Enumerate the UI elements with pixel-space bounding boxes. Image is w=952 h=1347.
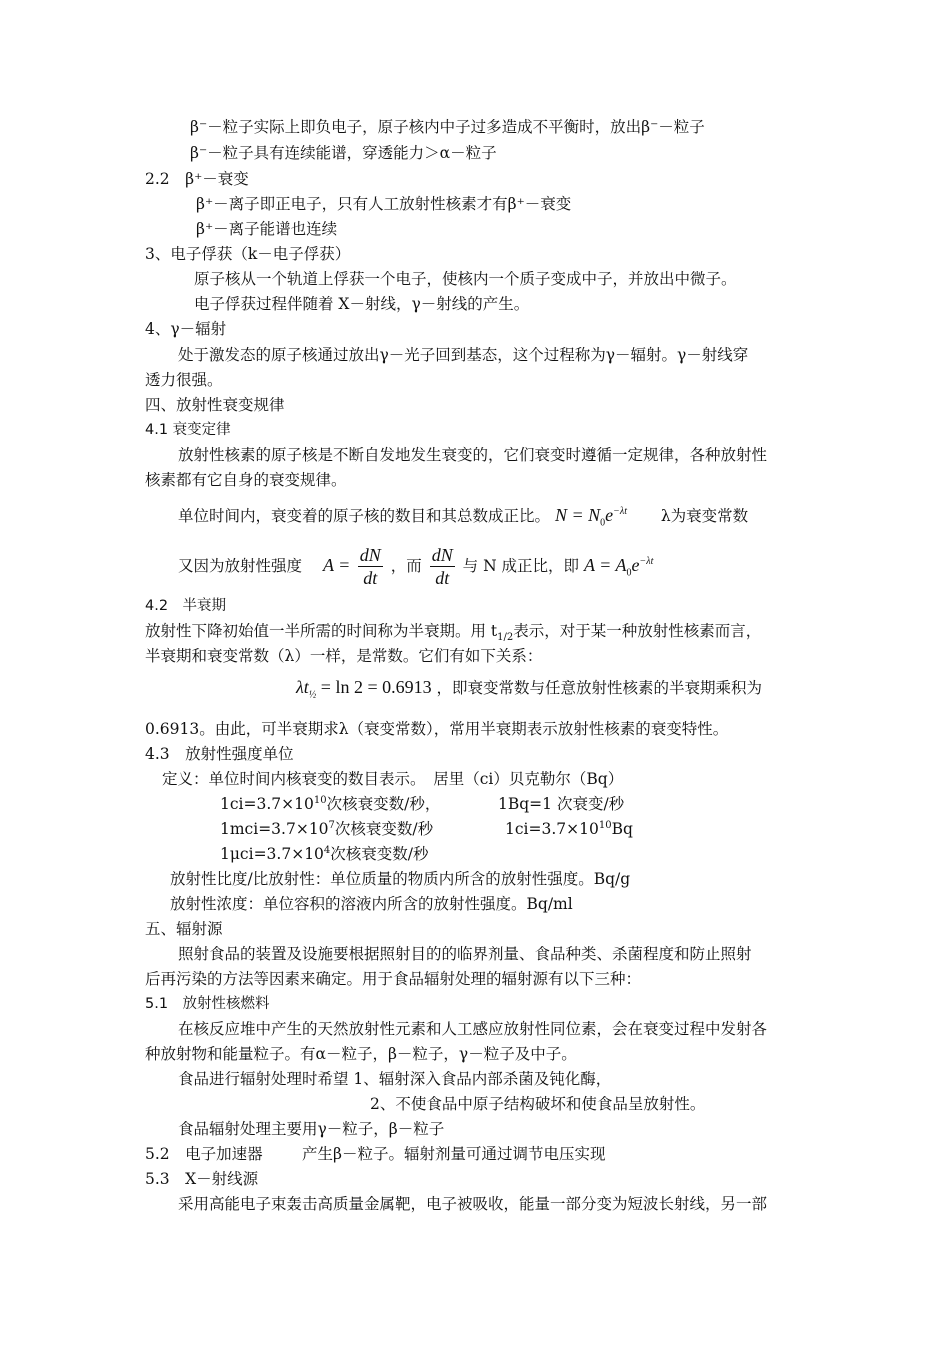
para-half-life-relation bbox=[296, 676, 762, 699]
para-half-life-1 bbox=[145, 620, 761, 642]
para-activity-concentration: 放射性浓度：单位容积的溶液内所含的放射性强度。Bq/ml bbox=[170, 895, 573, 913]
heading-2-2: 2.2 β⁺－衰变 bbox=[145, 170, 249, 188]
dn-dt-fraction: $\frac{dN}{dt}$ bbox=[431, 545, 453, 589]
half-life-subscript: 1/2 bbox=[497, 632, 514, 644]
half-life-text-1: 放射性下降初始值一半所需的时间称为半衰期。用 t bbox=[145, 622, 498, 640]
unit-ci-bq: $1ci=3.7\times 10^{10}Bq$ bbox=[505, 819, 633, 838]
para-food-irradiation-1: 食品进行辐射处理时希望 1、辐射深入食品内部杀菌及钝化酶， bbox=[178, 1070, 612, 1088]
heading-section-5: 五、辐射源 bbox=[145, 920, 223, 938]
activity-equation: A = $\frac{dN}{dt}$ bbox=[322, 545, 381, 589]
decay-equation: $N = N_0e^{-\lambda t}$ bbox=[554, 505, 627, 529]
heading-4-2: 4.2 半衰期 bbox=[145, 598, 227, 614]
unit-bq: 1Bq=1 次衰变/秒 bbox=[498, 795, 625, 813]
para-units-definition: 定义：单位时间内核衰变的数目表示。 居里（ci）贝克勒尔（Bq） bbox=[162, 770, 624, 788]
para-nuclear-fuel-2: 种放射物和能量粒子。有α－粒子，β－粒子，γ－粒子及中子。 bbox=[145, 1045, 577, 1063]
half-life-equation: $\lambda t_{\frac{1}{2}} = \ln 2 = 0.6913$ bbox=[296, 677, 432, 701]
para-half-life-2: 半衰期和衰变常数（λ）一样，是常数。它们有如下关系： bbox=[145, 647, 543, 665]
para-electron-accelerator: 产生β－粒子。辐射剂量可通过调节电压实现 bbox=[302, 1145, 606, 1163]
heading-electron-capture: 3、电子俘获（k－电子俘获） bbox=[145, 245, 351, 263]
heading-gamma: 4、γ－辐射 bbox=[145, 320, 227, 338]
heading-4-3: 4.3 放射性强度单位 bbox=[145, 745, 294, 763]
activity-decay-equation: $A = A_0e^{-\lambda t}$ bbox=[584, 555, 654, 579]
half-life-relation-text: ，即衰变常数与任意放射性核素的半衰期乘积为 bbox=[436, 679, 763, 697]
para-electron-capture-2: 电子俘获过程伴随着 X－射线，γ－射线的产生。 bbox=[194, 295, 530, 313]
unit-mci: $1mci=3.7\times 10^7$次核衰变数/秒 bbox=[220, 819, 434, 838]
para-electron-capture-1: 原子核从一个轨道上俘获一个电子，使核内一个质子变成中子，并放出中微子。 bbox=[194, 270, 737, 288]
para-gamma-2: 透力很强。 bbox=[145, 371, 223, 389]
para-food-irradiation-3: 食品辐射处理主要用γ－粒子，β－粒子 bbox=[178, 1120, 445, 1138]
para-beta-minus-2: β⁻－粒子具有连续能谱，穿透能力＞α－粒子 bbox=[190, 144, 497, 162]
decay-constant-label: λ为衰变常数 bbox=[660, 507, 749, 525]
unit-uci: $1\mu ci=3.7\times 10^4$次核衰变数/秒 bbox=[220, 844, 429, 863]
para-radiation-source-2: 后再污染的方法等因素来确定。用于食品辐射处理的辐射源有以下三种： bbox=[145, 970, 642, 988]
para-activity-formula bbox=[178, 543, 653, 589]
para-decay-law-1: 放射性核素的原子核是不断自发地发生衰变的，它们衰变时遵循一定规律，各种放射性 bbox=[178, 446, 768, 464]
para-radiation-source-1: 照射食品的装置及设施要根据照射目的的临界剂量、食品种类、杀菌程度和防止照射 bbox=[178, 945, 752, 963]
activity-text-2: ，而 bbox=[390, 557, 422, 575]
decay-formula-text: 单位时间内，衰变着的原子核的数目和其总数成正比。 bbox=[178, 507, 551, 525]
para-beta-minus-1: β⁻－粒子实际上即负电子，原子核内中子过多造成不平衡时，放出β⁻－粒子 bbox=[190, 118, 705, 136]
activity-text-3: 与 N 成正比，即 bbox=[462, 557, 580, 575]
para-beta-plus-1: β⁺－离子即正电子，只有人工放射性核素才有β⁺－衰变 bbox=[196, 195, 572, 213]
para-nuclear-fuel-1: 在核反应堆中产生的天然放射性元素和人工感应放射性同位素，会在衰变过程中发射各 bbox=[178, 1020, 768, 1038]
activity-text-1: 又因为放射性强度 bbox=[178, 557, 303, 575]
para-xray-source: 采用高能电子束轰击高质量金属靶，电子被吸收，能量一部分变为短波长射线，另一部 bbox=[178, 1195, 768, 1213]
heading-4-1: 4.1 衰变定律 bbox=[145, 422, 231, 438]
para-beta-plus-2: β⁺－离子能谱也连续 bbox=[196, 220, 338, 238]
heading-5-3: 5.3 X－射线源 bbox=[145, 1170, 259, 1188]
half-life-text-2: 表示，对于某一种放射性核素而言， bbox=[513, 622, 762, 640]
para-food-irradiation-2: 2、不使食品中原子结构破坏和使食品呈放射性。 bbox=[370, 1095, 706, 1113]
heading-5-1: 5.1 放射性核燃料 bbox=[145, 996, 270, 1012]
para-gamma-1: 处于激发态的原子核通过放出γ－光子回到基态，这个过程称为γ－辐射。γ－射线穿 bbox=[178, 346, 749, 364]
para-half-life-3: 0.6913。由此，可半衰期求λ（衰变常数），常用半衰期表示放射性核素的衰变特性。 bbox=[145, 720, 729, 738]
unit-ci: $1ci=3.7\times 10^{10}$次核衰变数/秒， bbox=[220, 794, 441, 813]
para-decay-law-2: 核素都有它自身的衰变规律。 bbox=[145, 471, 347, 489]
para-decay-formula bbox=[178, 504, 748, 527]
para-specific-activity: 放射性比度/比放射性：单位质量的物质内所含的放射性强度。Bq/g bbox=[170, 870, 631, 888]
heading-section-4: 四、放射性衰变规律 bbox=[145, 396, 285, 414]
heading-5-2: 5.2 电子加速器 bbox=[145, 1145, 263, 1163]
